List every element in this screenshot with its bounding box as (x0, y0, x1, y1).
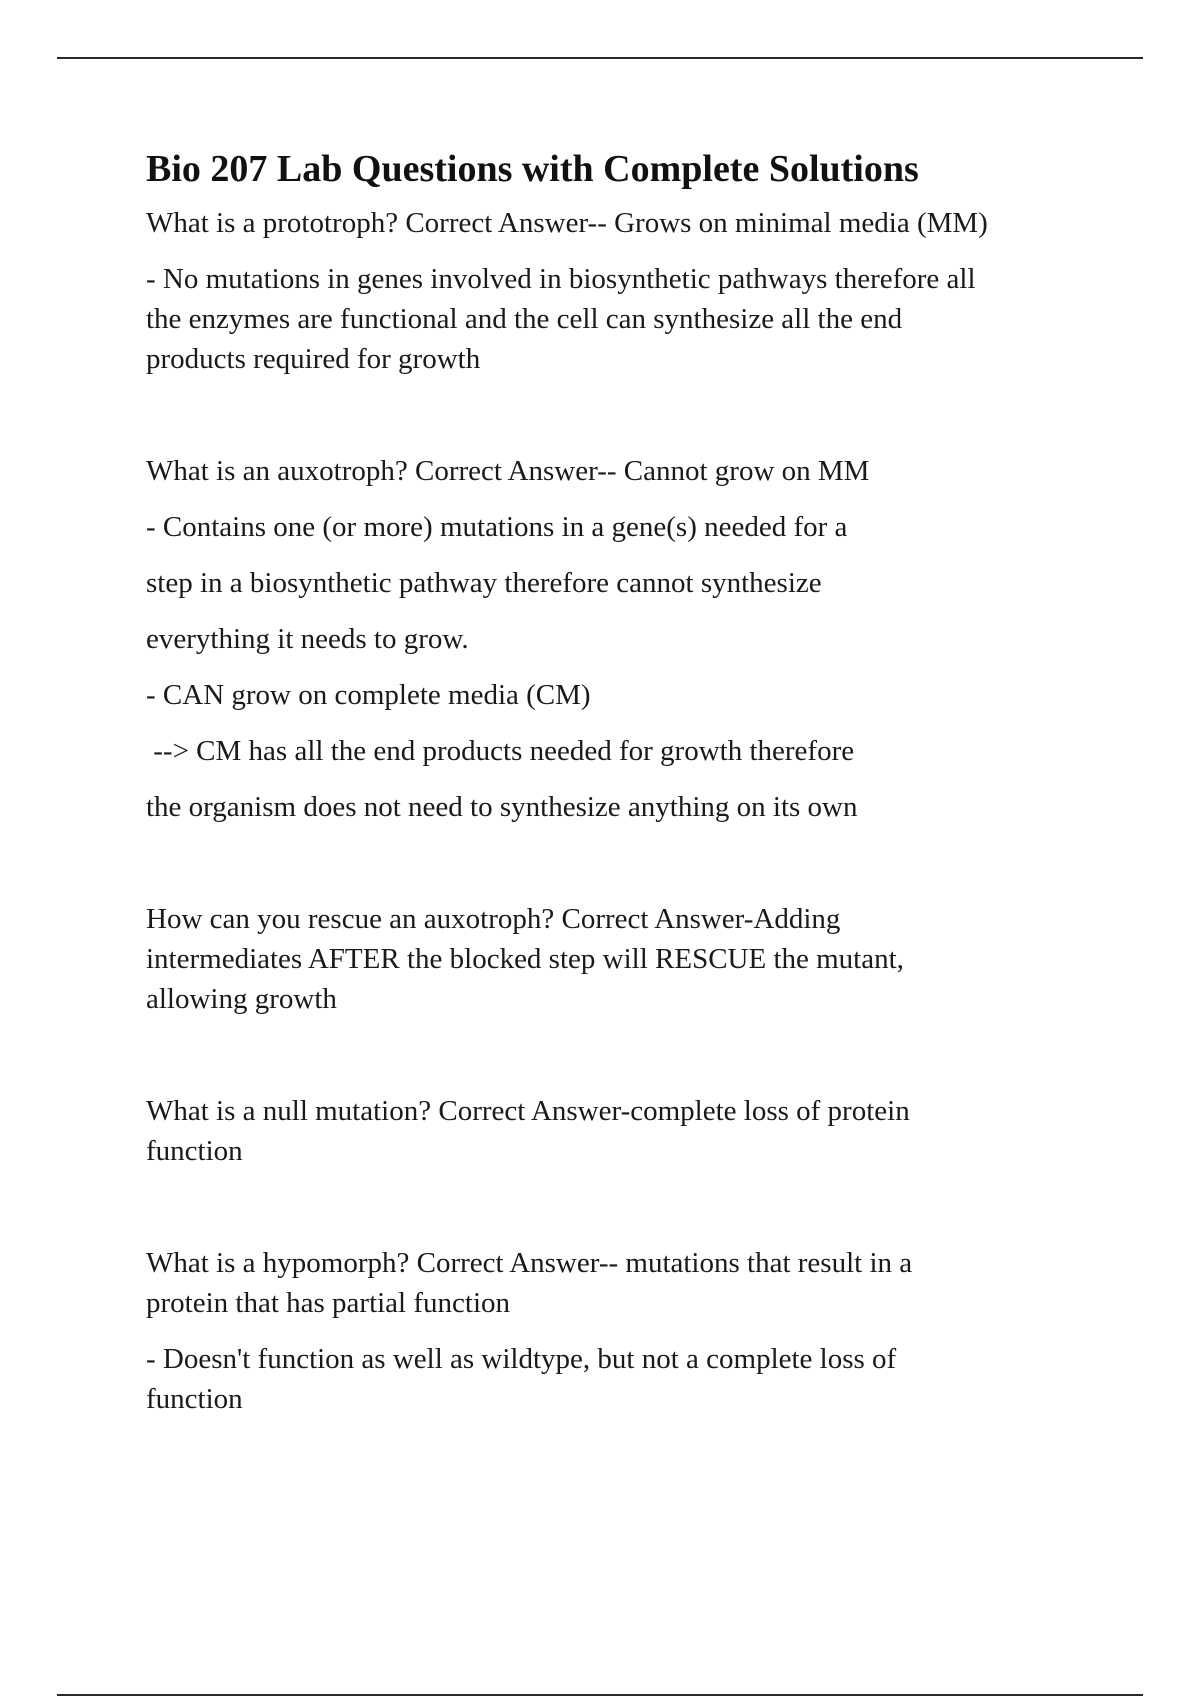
answer-line: function (146, 1135, 243, 1167)
answer-line: everything it needs to grow. (146, 623, 469, 655)
document-body (146, 143, 1106, 1419)
qa-hypomorph (146, 1243, 1106, 1419)
bottom-rule (57, 1694, 1143, 1696)
answer-line: the organism does not need to synthesize anything on its own (146, 791, 858, 823)
answer-line: step in a biosynthetic pathway therefore cannot synthesize (146, 567, 822, 599)
qa-null-mutation (146, 1091, 1106, 1171)
answer-line: protein that has partial function (146, 1287, 511, 1319)
answer-line: - Doesn't function as well as wildtype, but not a complete loss of (146, 1343, 897, 1375)
document-title: Bio 207 Lab Questions with Complete Solutions (146, 148, 919, 190)
answer-line: allowing growth (146, 983, 337, 1015)
answer-line: intermediates AFTER the blocked step will RESCUE the mutant, (146, 943, 904, 975)
qa-rescue-auxotroph (146, 899, 1106, 1019)
question-line: What is a prototroph? Correct Answer-- Grows on minimal media (MM) (146, 207, 988, 239)
answer-line: - Contains one (or more) mutations in a gene(s) needed for a (146, 511, 848, 543)
top-rule (57, 57, 1143, 59)
question-line: What is a null mutation? Correct Answer-complete loss of protein (146, 1095, 910, 1127)
answer-line: - CAN grow on complete media (CM) (146, 679, 591, 711)
answer-line: - No mutations in genes involved in biosynthetic pathways therefore all (146, 263, 976, 295)
answer-line: products required for growth (146, 343, 481, 375)
answer-line: --> CM has all the end products needed for growth therefore (146, 735, 855, 767)
question-line: What is an auxotroph? Correct Answer-- Cannot grow on MM (146, 455, 870, 487)
qa-auxotroph (146, 451, 1106, 827)
qa-prototroph (146, 203, 1106, 379)
question-line: How can you rescue an auxotroph? Correct Answer-Adding (146, 903, 841, 935)
question-line: What is a hypomorph? Correct Answer-- mutations that result in a (146, 1247, 913, 1279)
answer-line: function (146, 1383, 243, 1415)
answer-line: the enzymes are functional and the cell can synthesize all the end (146, 303, 903, 335)
